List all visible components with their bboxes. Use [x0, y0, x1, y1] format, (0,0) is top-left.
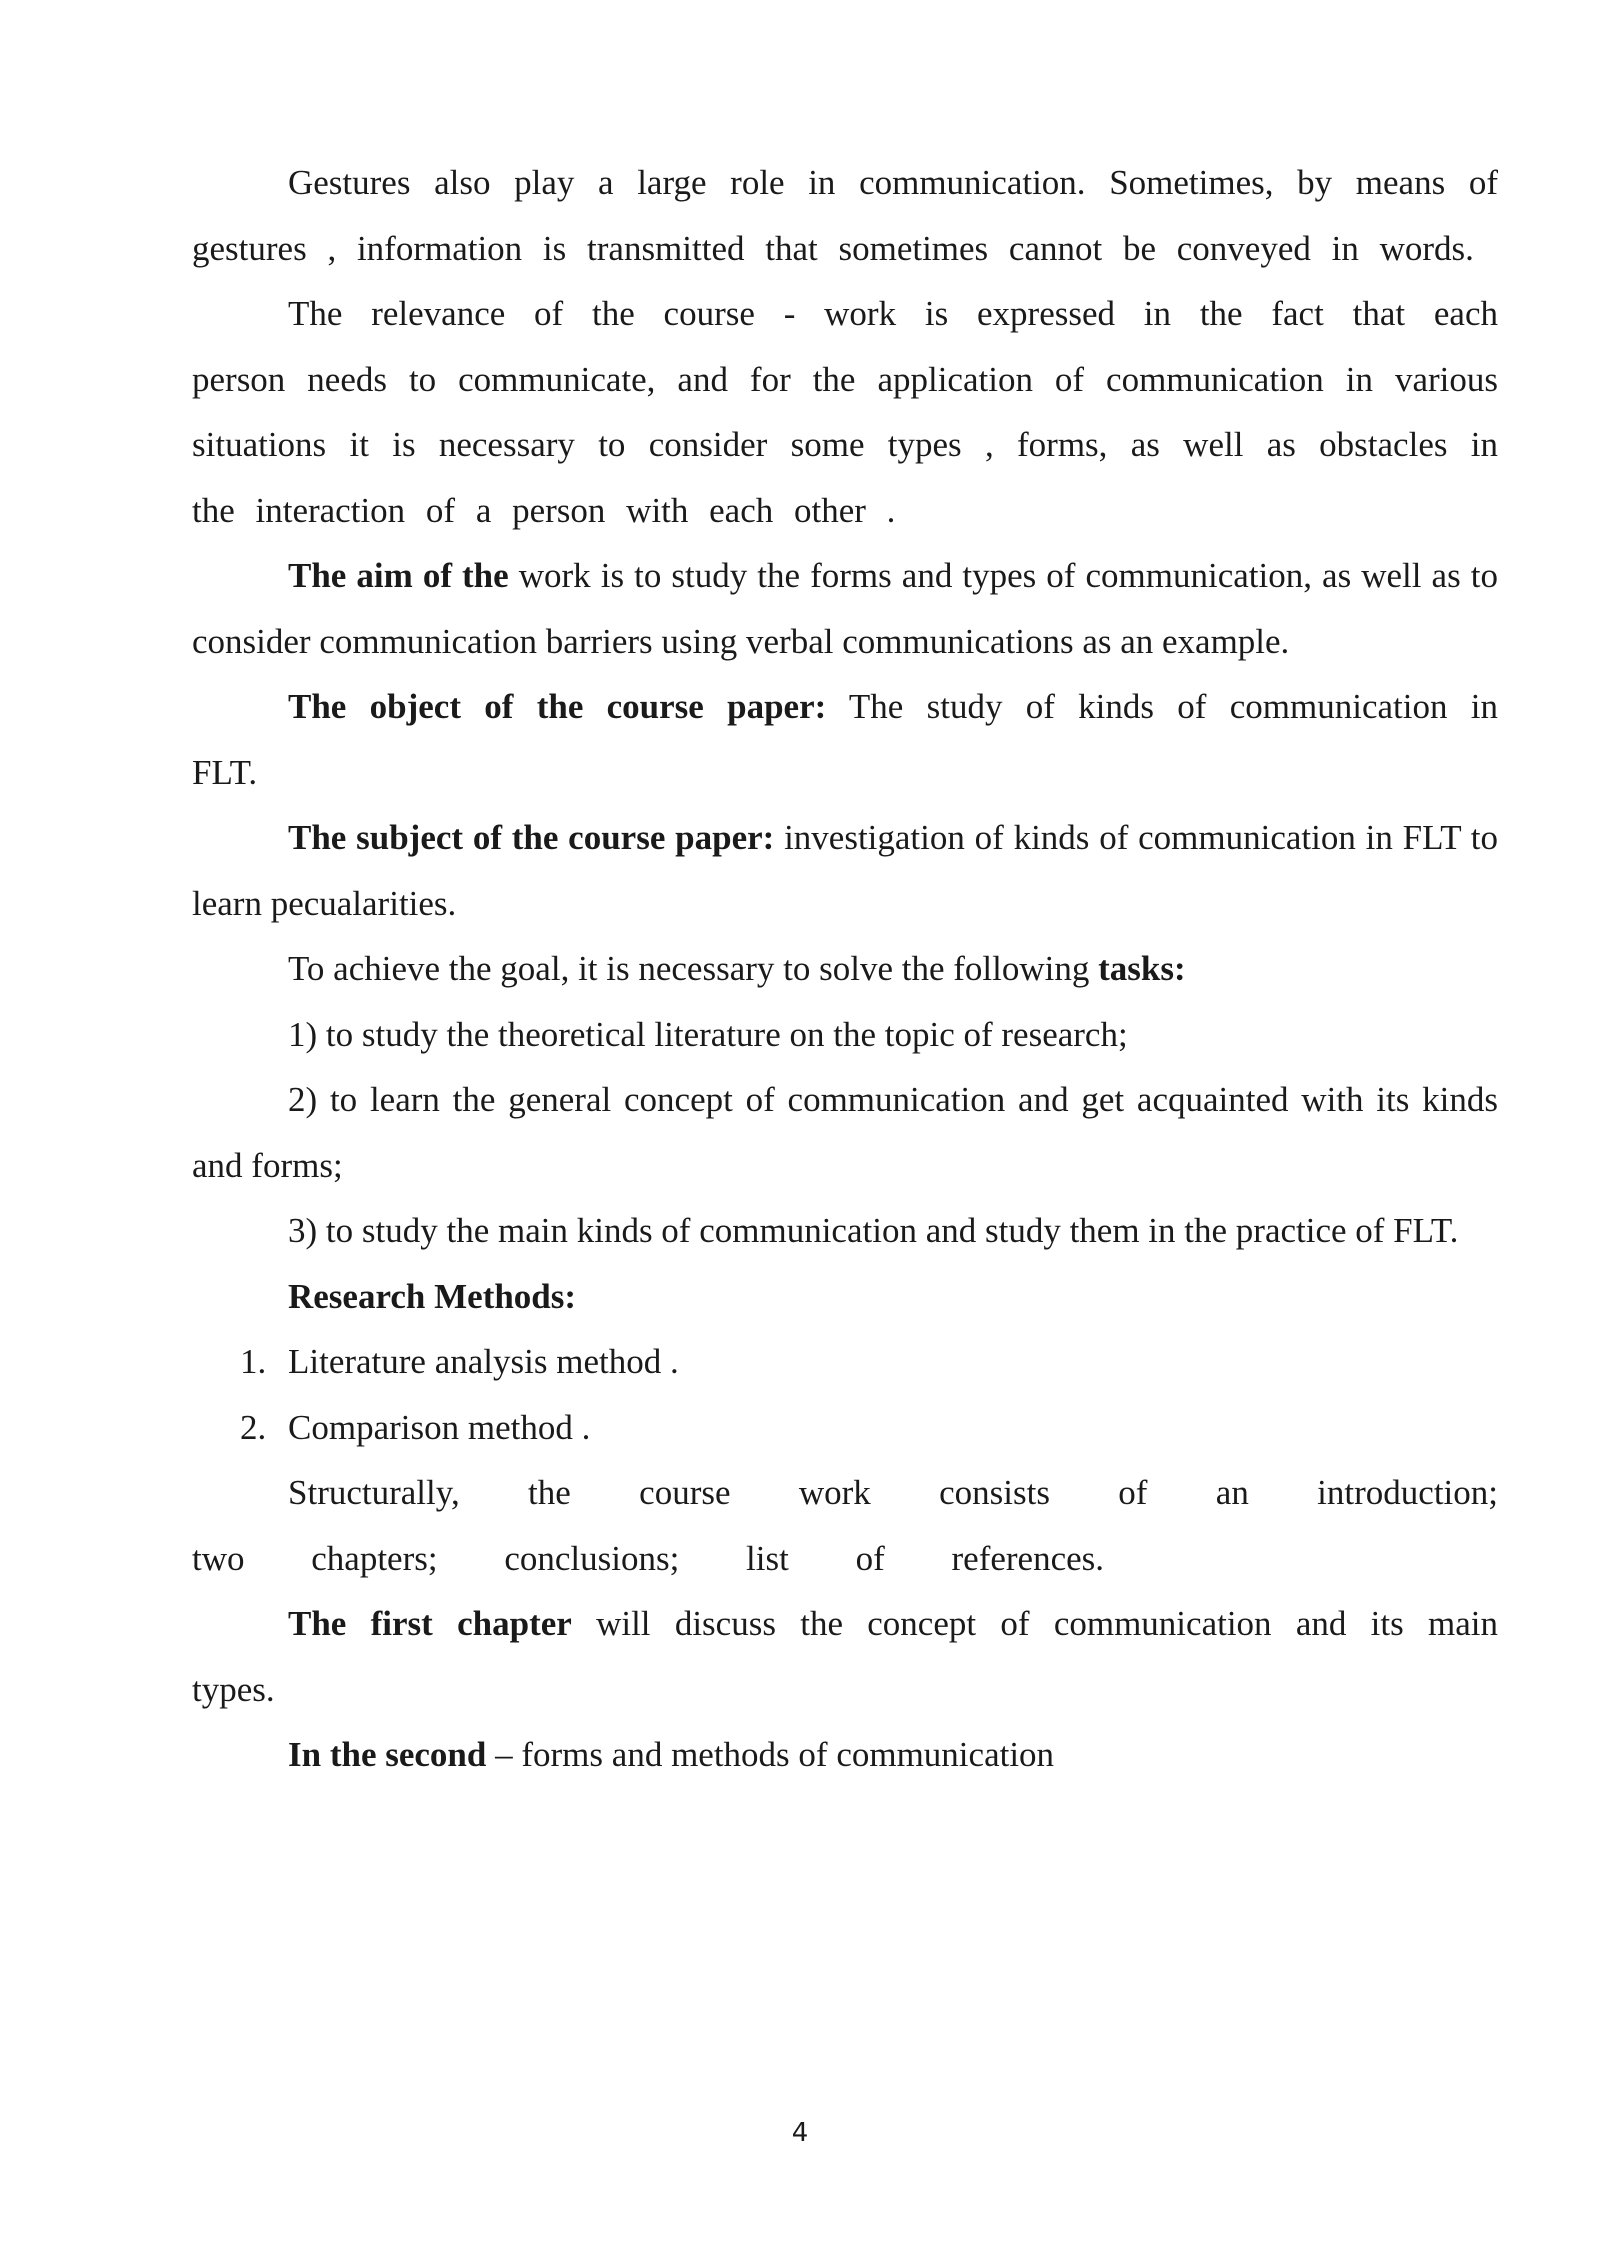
aim-label: The aim of the: [288, 556, 509, 595]
paragraph-structure: [192, 1460, 1498, 1591]
subject-label: The subject of the course paper:: [288, 818, 775, 857]
method-item-2: [192, 1395, 1498, 1461]
paragraph-aim: [192, 543, 1498, 674]
paragraph-object: [192, 674, 1498, 805]
method-item-2-text: Comparison method .: [288, 1407, 591, 1447]
method-item-1-number: 1.: [240, 1342, 267, 1381]
tasks-label: tasks:: [1098, 949, 1186, 988]
task-item-2-text: 2) to learn the general concept of communication and get acquainted with its kinds and forms;: [192, 1080, 1498, 1185]
object-text: The study of kinds of communication in FLT.: [192, 687, 1498, 792]
page-number: 4: [791, 2118, 809, 2148]
tasks-intro-text: To achieve the goal, it is necessary to solve the following: [288, 949, 1099, 988]
subject-text: investigation of kinds of communication in FLT to learn pecualarities.: [192, 818, 1498, 923]
aim-text: work is to study the forms and types of communication, as well as to consider communication barriers using verbal communications as an example.: [192, 556, 1498, 661]
task-item-2: [192, 1067, 1498, 1198]
method-item-1: [192, 1329, 1498, 1395]
method-item-1-text: Literature analysis method .: [288, 1342, 679, 1381]
second-chapter-label: In the second: [288, 1735, 487, 1774]
task-item-3: [192, 1198, 1498, 1264]
paragraph-tasks-intro: [192, 936, 1498, 1002]
paragraph-first-chapter: [192, 1591, 1498, 1722]
task-item-1-text: 1) to study the theoretical literature on the topic of research;: [288, 1014, 1128, 1054]
method-item-2-number: 2.: [240, 1407, 267, 1447]
methods-heading: [192, 1264, 1498, 1330]
paragraph-second-chapter: [192, 1722, 1498, 1788]
paragraph-relevance-text: The relevance of the course - work is expressed in the fact that each person needs to communicate, and for the application of communication in various situations it is necessary to consider some types , forms, as well as obstacles in the interaction of a person with each other .: [192, 294, 1498, 530]
task-item-1: [192, 1002, 1498, 1068]
paragraph-subject: [192, 805, 1498, 936]
page-body: [192, 150, 1498, 1788]
first-chapter-label: The first chapter: [288, 1604, 572, 1643]
paragraph-gestures: [192, 150, 1498, 281]
first-chapter-text: will discuss the concept of communication and its main types.: [192, 1604, 1498, 1709]
paragraph-gestures-text: Gestures also play a large role in communication. Sometimes, by means of gestures , information is transmitted that sometimes cannot be conveyed in words.: [192, 163, 1498, 268]
paragraph-relevance: [192, 281, 1498, 543]
task-item-3-text: 3) to study the main kinds of communication and study them in the practice of FLT.: [288, 1211, 1459, 1250]
paragraph-structure-text: Structurally, the course work consists of an introduction; two chapters; conclusions; list of references.: [192, 1473, 1498, 1578]
second-chapter-text: – forms and methods of communication: [486, 1735, 1055, 1774]
methods-heading-text: Research Methods:: [288, 1276, 577, 1316]
object-label: The object of the course paper:: [288, 687, 827, 726]
